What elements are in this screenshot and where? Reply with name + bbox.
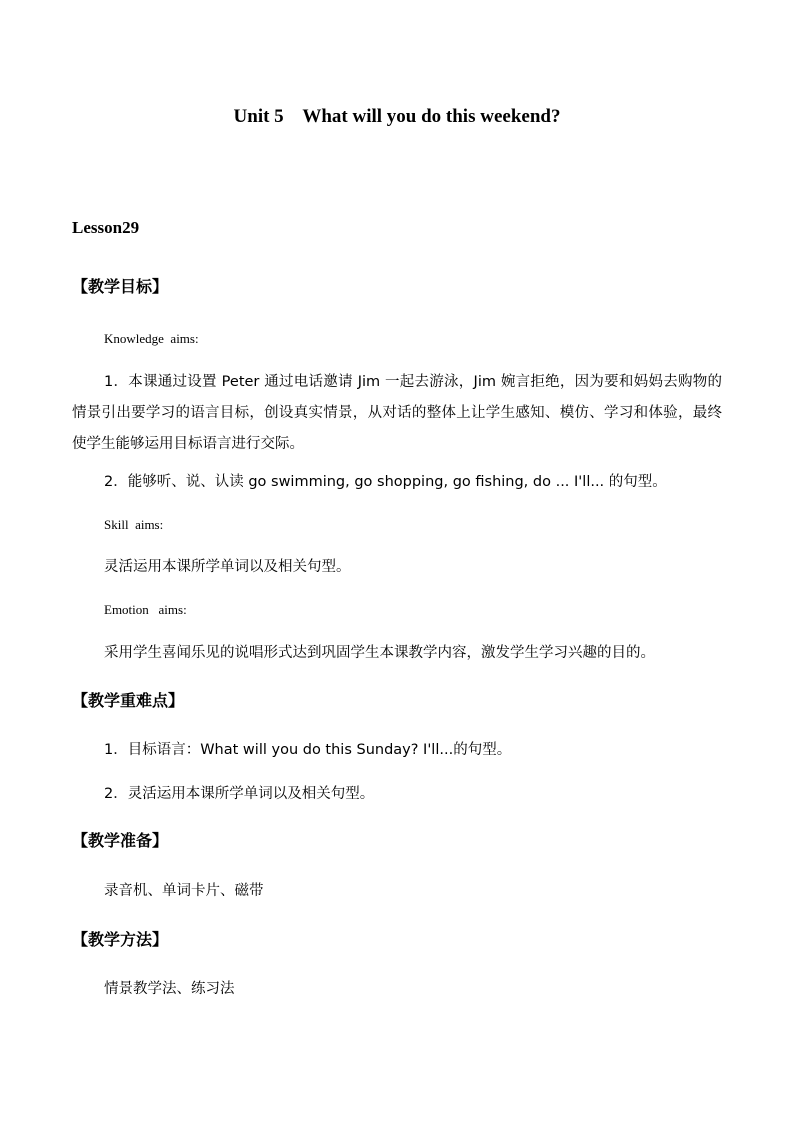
- lesson-label: Lesson29: [72, 218, 140, 237]
- skill-aims-text: 灵活运用本课所学单词以及相关句型。: [104, 559, 351, 575]
- methods-text: 情景教学法、练习法: [104, 981, 235, 997]
- knowledge-aims-label: Knowledge aims:: [104, 331, 199, 346]
- goals-heading: 【教学目标】: [72, 277, 169, 296]
- key-points-heading: 【教学重难点】: [72, 691, 185, 710]
- goals-item-2: 2．能够听、说、认读 go swimming, go shopping, go fishing, do ... I'll... 的句型。: [104, 474, 667, 490]
- document-title: Unit 5 What will you do this weekend?: [233, 106, 561, 127]
- emotion-aims-label: Emotion aims:: [104, 602, 187, 617]
- key-points-item-2: 2．灵活运用本课所学单词以及相关句型。: [104, 786, 375, 802]
- skill-aims-label: Skill aims:: [104, 517, 164, 532]
- preparation-heading: 【教学准备】: [72, 831, 169, 850]
- key-points-item-1: 1．目标语言：What will you do this Sunday? I'll...的句型。: [104, 742, 512, 758]
- goals-item-1: 1．本课通过设置 Peter 通过电话邀请 Jim 一起去游泳，Jim 婉言拒绝，因为要和妈妈去购物的情景引出要学习的语言目标，创设真实情景，从对话的整体上让学生感知、模仿、学习和体验，最终使学生能够运用目标语言进行交际。: [72, 374, 722, 452]
- methods-heading: 【教学方法】: [72, 930, 169, 949]
- emotion-aims-text: 采用学生喜闻乐见的说唱形式达到巩固学生本课教学内容，激发学生学习兴趣的目的。: [104, 645, 655, 661]
- preparation-text: 录音机、单词卡片、磁带: [104, 883, 264, 899]
